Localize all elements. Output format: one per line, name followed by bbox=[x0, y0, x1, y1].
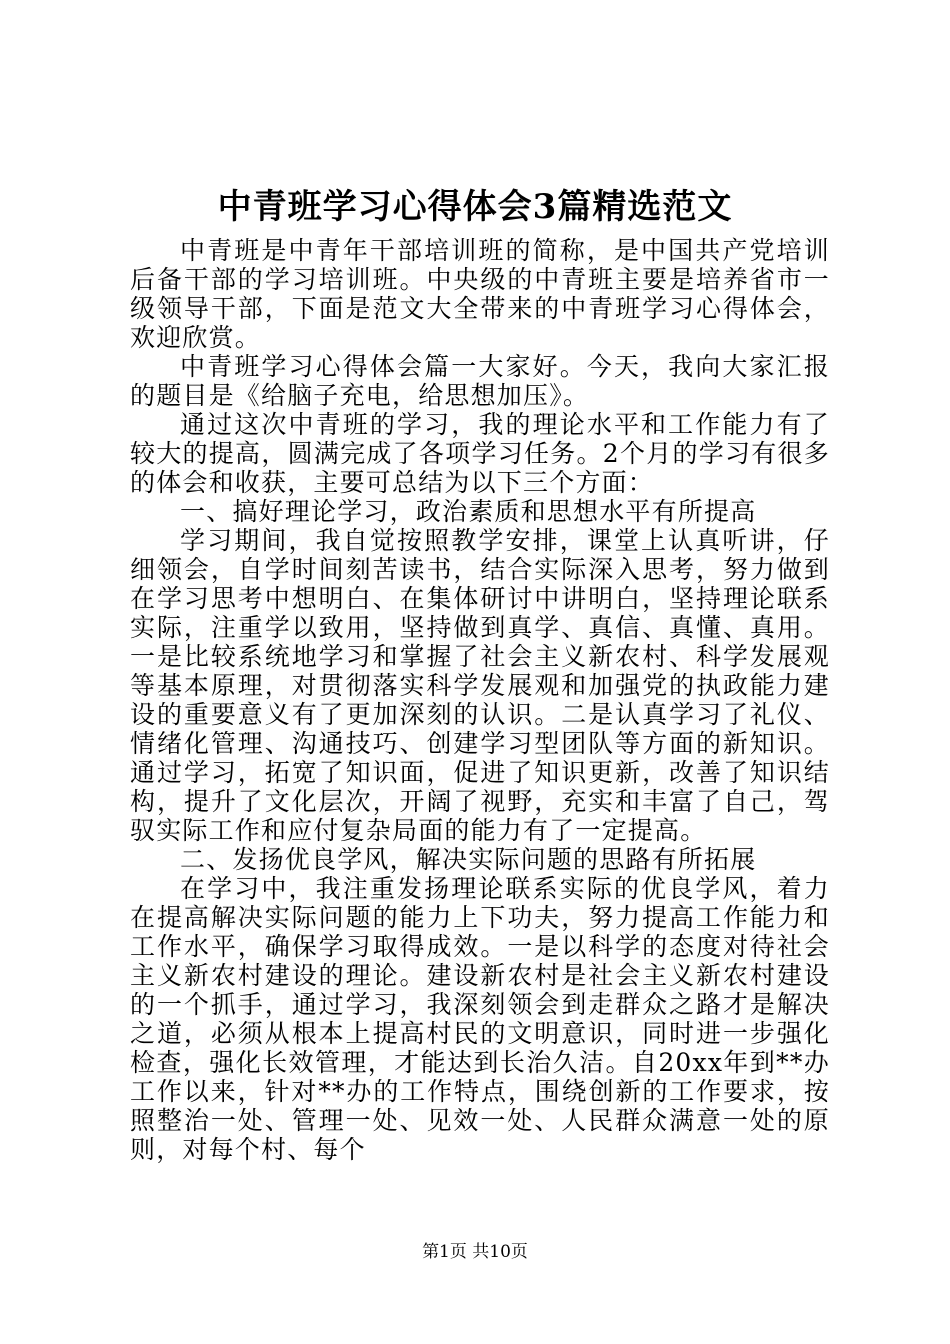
paragraph-section-2: 在学习中，我注重发扬理论联系实际的优良学风，着力在提高解决实际问题的能力上下功夫，努力提高工作能力和工作水平，确保学习取得成效。一是以科学的态度对待社会主义新农村建设的理论。建设新农村是社会主义新农村建设的一个抓手，通过学习，我深刻领会到走群众之路才是解决之道，必须从根本上提高村民的文明意识，同时进一步强化检查，强化长效管理，才能达到长治久洁。自20xx年到**办工作以来，针对**办的工作特点，围绕创新的工作要求，按照整治一处、管理一处、见效一处、人民群众满意一处的原则，对每个村、每个 bbox=[130, 874, 830, 1164]
paragraph-intro: 中青班是中青年干部培训班的简称，是中国共产党培训后备干部的学习培训班。中央级的中青班主要是培养省市一级领导干部，下面是范文大全带来的中青班学习心得体会，欢迎欣赏。 bbox=[130, 236, 830, 352]
page-number-footer: 第1页 共10页 bbox=[422, 1242, 528, 1262]
document-title: 中青班学习心得体会3篇精选范文 bbox=[217, 187, 733, 227]
section-heading-2: 二、发扬优良学风，解决实际问题的思路有所拓展 bbox=[180, 845, 757, 874]
section-heading-1: 一、搞好理论学习，政治素质和思想水平有所提高 bbox=[180, 497, 757, 526]
paragraph-greeting: 中青班学习心得体会篇一大家好。今天，我向大家汇报的题目是《给脑子充电，给思想加压》。 bbox=[130, 352, 830, 410]
document-body bbox=[130, 236, 830, 1164]
paragraph-summary: 通过这次中青班的学习，我的理论水平和工作能力有了较大的提高，圆满完成了各项学习任务。2个月的学习有很多的体会和收获，主要可总结为以下三个方面： bbox=[130, 410, 830, 497]
paragraph-section-1: 学习期间，我自觉按照教学安排，课堂上认真听讲，仔细领会，自学时间刻苦读书，结合实际深入思考，努力做到在学习思考中想明白、在集体研讨中讲明白，坚持理论联系实际，注重学以致用，坚持做到真学、真信、真懂、真用。一是比较系统地学习和掌握了社会主义新农村、科学发展观等基本原理，对贯彻落实科学发展观和加强党的执政能力建设的重要意义有了更加深刻的认识。二是认真学习了礼仪、情绪化管理、沟通技巧、创建学习型团队等方面的新知识。通过学习，拓宽了知识面，促进了知识更新，改善了知识结构，提升了文化层次，开阔了视野，充实和丰富了自己，驾驭实际工作和应付复杂局面的能力有了一定提高。 bbox=[130, 526, 830, 845]
